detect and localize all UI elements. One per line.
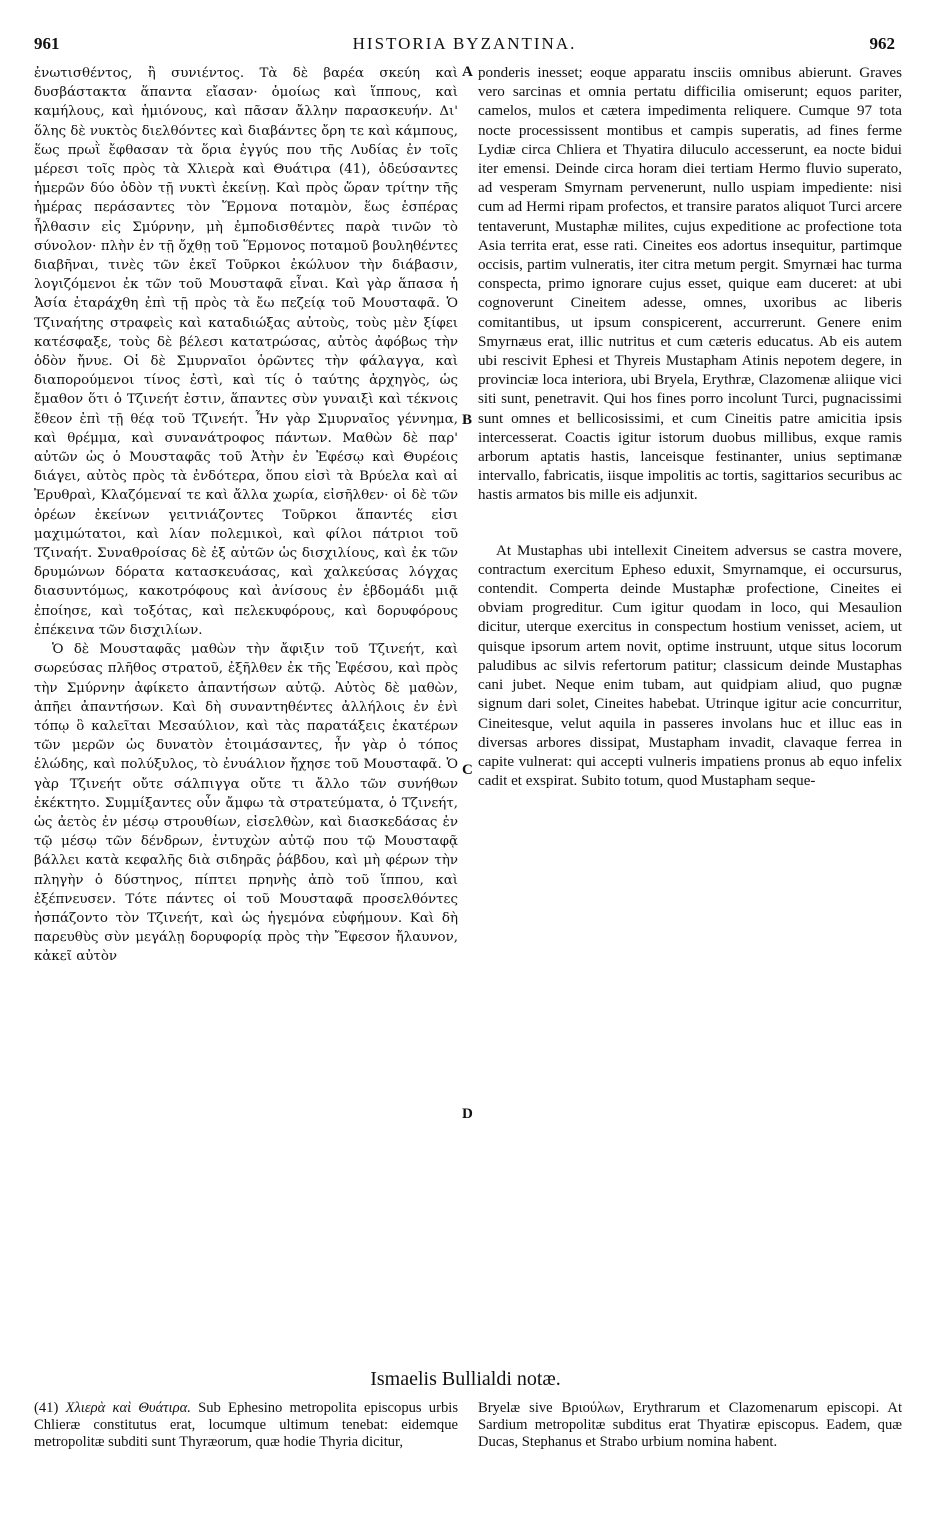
margin-marker-d: D xyxy=(462,1106,473,1122)
note-text-right: Bryelæ sive Βριούλων, Erythrarum et Clazomenarum episcopi. At Sardium metropolitæ subditus erat Thyatiræ episcopus. Eadem, quæ Ducas, Stephanus et Strabo urbium nomina habent. xyxy=(478,1400,902,1450)
note-41 xyxy=(34,1400,458,1451)
latin-paragraph-1: ponderis inesset; eoque apparatu insciis omnibus abierunt. Graves vero sarcinas et omnia pertatu difficilia omiserunt; equos pariter, camelos, mulos et cætera impedimenta reliquere. Cumque 97 tota nocte processissent montibus et campis superatis, ad fines ferme Lydiæ circa Chliera et Thyatira diluculo accesserunt, ea nocte bidui iter emensi. Deinde circa horam diei tertiam Hermo fluvio superato, ad vesperam Smyrnam pervenerunt, nullo uspiam impediente: nisi cum ad Hermi ripam profectos, et transire paratos aliquot Turci arcere tentaverunt, Mustaphæ milites, cujus expeditione ac profectione tota Asia territa erat, esse rati. Cineites eos adortus insequitur, partimque occisis, partim vulneratis, iter citra metum pergit. Smyrnæi hac turma conspecta, primo ignorare cujus esset, quique eam duceret: at ubi cognoverunt Cineitem adesse, omnes, uxoribus ac liberis comitantibus, ut ipsum conspicerent, accurrerunt. Genere enim Smyrnæus erat, illic nutritus et cum cæteris educatus. Ab eis autem ubi rescivit Ephesi et Thyreis Mustapham Atinis nepotem degere, in provinciæ loca interiora, ubi Bryela, Erythræ, Clazomenæ aliique vici siti sunt, penetravit. Qui hos fines porro incolunt Turci, pugnacissimi sunt omnes et bellicosissimi, et cum Cineitis patre amicitia ipsis intercesserat. Coactis igitur istorum duobus millibus, exque ramis arborum aptatis hastis, lanceisque festinanter, unius septimanæ intervallo, fabricatis, iisque impolitis ac tortis, sagittarios securibus ac hastis armatos bis mille eis adjunxit. xyxy=(478,65,902,504)
note-ref: (41) xyxy=(34,1400,59,1416)
margin-marker-a: A xyxy=(462,64,473,80)
latin-column xyxy=(478,64,902,791)
greek-column xyxy=(34,64,458,967)
running-header xyxy=(34,34,895,58)
greek-paragraph-1: ἐνωτισθέντος, ἢ συνιέντος. Τὰ δὲ βαρέα σκεύη καὶ δυσβάστακτα ἅπαντα εἴασαν· ὁμοίως καὶ ἵππους, καὶ καμήλους, καὶ ἡμιόνους, καὶ πᾶσαν ἄλλην παρασκευήν. Δι' ὅλης δὲ νυκτὸς διελθόντες καὶ διαβάντες ὄρη τε καὶ κάμπους, ἕως πρωῒ ἔφθασαν τὰ ὅρια ἐγγύς που τῆς Λυδίας ἐν τοῖς μέρεσι τοῖς πρὸς τὰ Χλιερὰ καὶ Θυάτιρα (41), ὁδεύσαντες ἡμερῶν δύο ὁδὸν τῇ νυκτὶ ἐκείνῃ. Καὶ πρὸς ὥραν τρίτην τῆς ἡμέρας περάσαντες τὸν Ἕρμονα ποταμὸν, ἕως ἑσπέρας ἦλθασιν εἰς Σμύρνην, μὴ ἐμποδισθέντες παρὰ τινῶν τὸ σύνολον· πλὴν ἐν τῇ ὄχθῃ τοῦ Ἕρμονος ποταμοῦ βουληθέντες διαβῆναι, τινὲς τῶν ἐκεῖ Τοῦρκοι ἐκώλυον τὴν διάβασιν, λογιζόμενοι ἐκ τῶν τοῦ Μουσταφᾶ εἶναι. Καὶ γὰρ ἅπασα ἡ Ἀσία ἐταράχθη ἐπὶ τῇ πρὸς τὰ ἔω πεζείᾳ τοῦ Μουσταφᾶ. Ὁ Τζιναήτης στραφεὶς καὶ καταδιώξας αὐτοὺς, τοὺς μὲν ξίφει κατέσφαξε, τοὺς δὲ βέλεσι κατατρώσας, αὐτὸς ἀφόβως τὴν ὁδὸν ἤνυε. Οἱ δὲ Σμυρναῖοι ὁρῶντες τὴν φάλαγγα, καὶ διαπορούμενοι τίνος ἐστὶ, καὶ τίς ὁ ταύτης ἀρχηγὸς, ὡς ἔμαθον ὅτι ὁ Τζινεήτ ἐστιν, ἅπαντες σὺν γυναιξὶ καὶ τέκνοις ἔθεον ἐπὶ τῇ θέᾳ τοῦ Τζινεήτ. Ἦν γὰρ Σμυρναῖος γέννημα, καὶ θρέμμα, καὶ συνανάτροφος πάντων. Μαθὼν δὲ παρ' αὐτῶν ὡς ὁ Μουσταφᾶς τοῦ Ἀτὴν ἐν Ἐφέσῳ καὶ Θυρέοις διάγει, αὐτὸς πρὸς τὰ ἐνδότερα, ὅπου εἰσὶ τὰ Βρύελα καὶ αἱ Ἐρυθραὶ, Κλαζόμεναί τε καὶ ἄλλα χωρία, εἰσῆλθεν· οἱ δὲ τῶν ὀρέων ἐκείνων γειτνιάζοντες Τοῦρκοι ἅπαντές εἰσι μαχιμώτατοι, καὶ λίαν πολεμικοὶ, καὶ φίλοι πάτριοι τοῦ Τζιναήτ. Συναθροίσας δὲ ἐξ αὐτῶν ὡς δισχιλίους, καὶ ἐκ τῶν δρυμώνων δόρατα κατασκευάσας, καὶ χαλκεύσας λόγχας διασυντόμως, κακοτρόφους καὶ ἀνίσους ἐν ἑβδομάδι μιᾷ ἐποίησε, καὶ τοξότας, καὶ πελεκυφόρους, καὶ δορυφόρους ἐπέκεινα τῶν δισχιλίων. xyxy=(34,66,458,638)
running-title: HISTORIA BYZANTINA. xyxy=(352,34,577,53)
note-text-left: Sub Ephesino metropolita episcopus urbis Chlieræ constitutus erat, locumque ultimum tenebat: eidemque metropolitæ subditi sunt Thyræorum, quæ hodie Thyria dicitur, xyxy=(34,1400,458,1450)
page-number-left: 961 xyxy=(34,34,60,53)
notes-heading: Ismaelis Bullialdi notæ. xyxy=(370,1368,561,1390)
note-greek-lemma: Χλιερὰ καὶ Θυάτιρα. xyxy=(65,1400,191,1416)
margin-marker-b: B xyxy=(462,412,473,428)
margin-marker-c: C xyxy=(462,762,473,778)
page-number-right: 962 xyxy=(869,34,895,53)
greek-paragraph-2: Ὁ δὲ Μουσταφᾶς μαθὼν τὴν ἄφιξιν τοῦ Τζινεήτ, καὶ σωρεύσας πλῆθος στρατοῦ, ἐξῆλθεν ἐκ τῆς Ἐφέσου, καὶ πρὸς τὴν Σμύρνην ἀφίκετο ἀπαντήσων αὐτῷ. Αὐτὸς δὲ μαθὼν, ἀπῆει ἀπαντήσων. Καὶ δὴ συναντηθέντες ἀλλήλοις ἐν ἑνὶ τόπῳ ὃ καλεῖται Μεσαύλιον, καὶ τὰς παρατάξεις ἑκατέρων τῶν μερῶν ὡς δυνατὸν ἑτοιμάσαντες, ἦν γὰρ ὁ τόπος ἑλώδης, καὶ πολύξυλος, τὸ ἐνυάλιον ἤχησε τοῦ Μουσταφᾶ. Ὁ γὰρ Τζινεήτ οὔτε σάλπιγγα οὔτε τι ἄλλο τῶν συνήθων ἐκέκτητο. Συμμίξαντες οὖν ἄμφω τὰ στρατεύματα, ὁ Τζινεήτ, ὡς ἀετὸς ἐν μέσῳ στρουθίων, εἰσελθὼν, καὶ διασκεδάσας ἐν τῷ μέσῳ τῶν δένδρων, ἐντυχὼν αὐτῷ που τῷ Μουσταφᾷ βάλλει κατὰ κεφαλῆς διὰ σιδηρᾶς ῥάβδου, καὶ μὴ φέρων τὴν πληγὴν ὁ δύστηνος, πίπτει πρηνὴς ἀπὸ τοῦ ἵππου, καὶ ἐξέπνευσεν. Τότε πάντες οἱ τοῦ Μουσταφᾶ προσελθόντες ἠσπάζοντο τὸν Τζινεήτ, καὶ ὡς ἡγεμόνα εὐφήμουν. Καὶ δὴ παρευθὺς σὺν μεγάλῃ δορυφορίᾳ πρὸς τὴν Ἔφεσον ἤλαυνον, κἀκεῖ αὐτὸν xyxy=(34,642,458,965)
note-41-continued xyxy=(478,1400,902,1451)
latin-paragraph-2: At Mustaphas ubi intellexit Cineitem adversus se castra movere, contractum exercitum Epheso eduxit, Smyrnamque, ei occursurus, contendit. Comperta deinde Mustaphæ profectione, Cineites ei obviam progreditur. Cum igitur quodam in loco, qui Mesaulion dicitur, uterque exercitus in conspectum hostium venisset, aciem, ut quisque ipsorum artem novit, optime instruunt, utque situs locorum paludibus ac silvis refertorum patitur; classicum deinde Mustaphas cani jubet. Neque enim tubam, aut quidpiam aliud, quo pugnæ signum dari solet, Cineites habebat. Utrinque igitur acie concurritur, Cineitesque, velut aquila in passeres involans huc et illuc eas in diversas arbores dissipat, Mustapham invadit, clavaque ferrea in capite vulnerat: qui accepti vulneris impatiens pronus ab equo infelix cadit et exspirat. Subito totum, quod Mustapham seque- xyxy=(478,542,902,790)
